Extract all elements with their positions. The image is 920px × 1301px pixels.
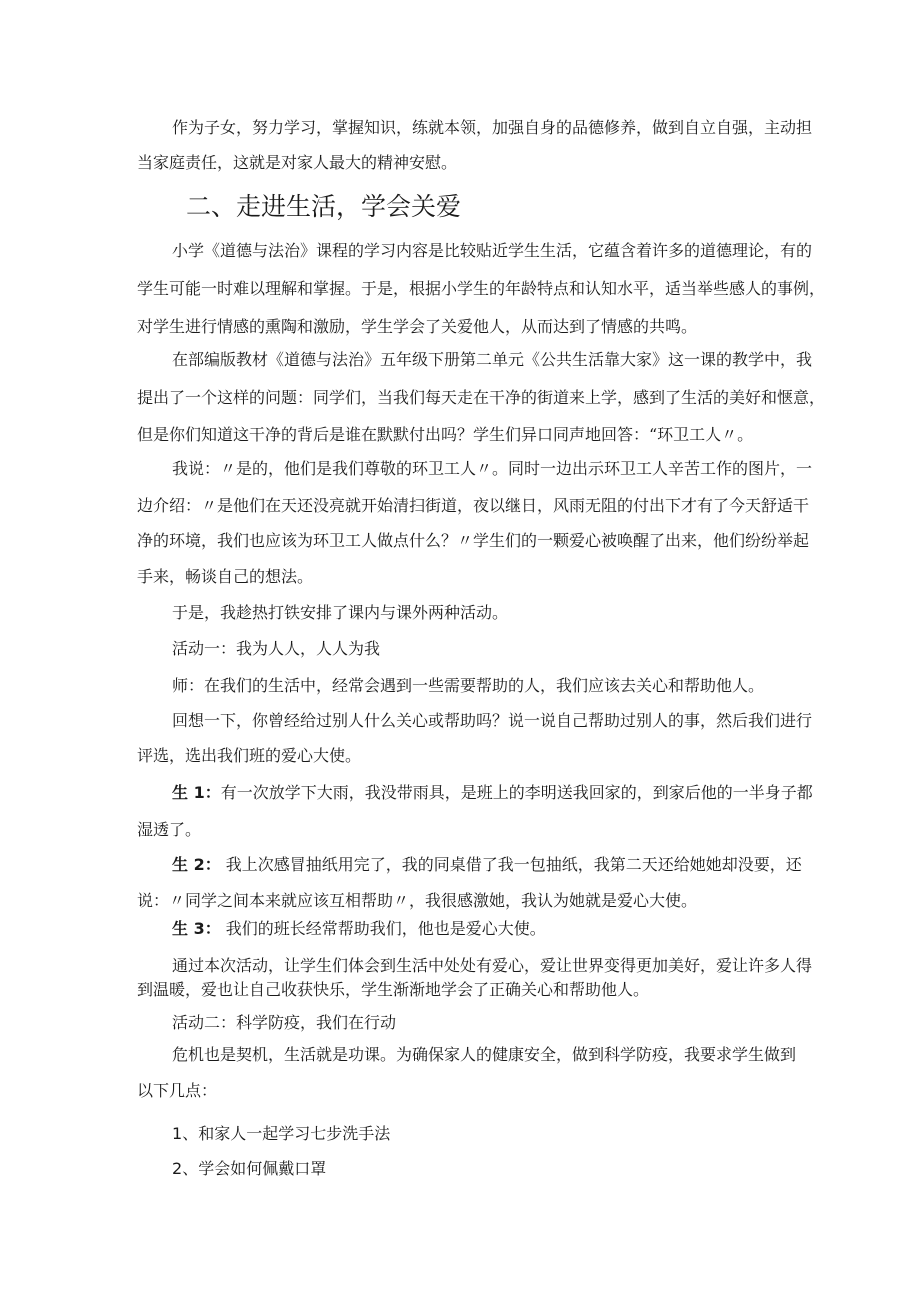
p2-line-2: 提出了一个这样的问题：同学们，当我们每天走在干净的街道来上学，感到了生活的美好和惬意， bbox=[137, 388, 826, 407]
student-3-line-1 bbox=[172, 919, 546, 939]
section-heading: 二、走进生活，学会关爱 bbox=[186, 192, 462, 221]
p1-line-1: 小学《道德与法治》课程的学习内容是比较贴近学生生活，它蕴含着许多的道德理论，有的 bbox=[172, 241, 813, 260]
list-item-1 bbox=[172, 1124, 390, 1144]
student-2-line-2: 说：〃同学之间本来就应该互相帮助〃，我很感激她，我认为她就是爱心大使。 bbox=[137, 891, 698, 910]
p6-line: 师：在我们的生活中，经常会遇到一些需要帮助的人，我们应该去关心和帮助他人。 bbox=[172, 676, 765, 695]
activity-two-title: 活动二：科学防疫，我们在行动 bbox=[172, 1013, 397, 1032]
p10-line-2: 以下几点： bbox=[137, 1081, 218, 1100]
intro-line-2: 当家庭责任，这就是对家人最大的精神安慰。 bbox=[137, 153, 458, 172]
student-1-line-2: 湿透了。 bbox=[137, 820, 202, 839]
p3-line-1: 我说：〃是的，他们是我们尊敬的环卫工人〃。同时一边出示环卫工人辛苦工作的图片，一 bbox=[172, 459, 813, 478]
p8-line-1: 通过本次活动，让学生们体会到生活中处处有爱心，爱让世界变得更加美好，爱让许多人得 bbox=[172, 956, 813, 975]
intro-line-1: 作为子女，努力学习，掌握知识，练就本领，加强自身的品德修养，做到自立自强，主动担 bbox=[172, 118, 813, 137]
p7-line-1: 回想一下，你曾经给过别人什么关心或帮助吗？说一说自己帮助过别人的事，然后我们进行 bbox=[172, 711, 813, 730]
student-1-text: 有一次放学下大雨，我没带雨具，是班上的李明送我回家的，到家后他的一半身子都 bbox=[220, 783, 813, 802]
student-3-label: 生 3： bbox=[172, 919, 221, 938]
p3-line-2: 边介绍：〃是他们在天还没亮就开始清扫街道，夜以继日，风雨无阻的付出下才有了今天舒适干 bbox=[137, 496, 810, 515]
list-item-2-number: 2 bbox=[172, 1159, 183, 1178]
list-item-1-text: 、和家人一起学习七步洗手法 bbox=[182, 1124, 391, 1143]
p7-line-2: 评选，选出我们班的爱心大使。 bbox=[137, 746, 362, 765]
p1-line-2: 学生可能一时难以理解和掌握。于是，根据小学生的年龄特点和认知水平，适当举些感人的事例， bbox=[137, 279, 826, 298]
student-2-label: 生 2： bbox=[172, 855, 221, 874]
student-1-line-1 bbox=[172, 783, 813, 803]
list-item-1-number: 1 bbox=[172, 1124, 183, 1143]
p2-line-1: 在部编版教材《道德与法治》五年级下册第二单元《公共生活靠大家》这一课的教学中，我 bbox=[172, 350, 813, 369]
activity-one-title: 活动一：我为人人，人人为我 bbox=[172, 639, 381, 658]
student-1-label: 生 1： bbox=[172, 783, 221, 802]
p8-line-2: 到温暖，爱也让自己收获快乐，学生渐渐地学会了正确关心和帮助他人。 bbox=[137, 980, 650, 999]
list-item-2-text: 、学会如何佩戴口罩 bbox=[182, 1159, 327, 1178]
student-3-text: 我们的班长经常帮助我们，他也是爱心大使。 bbox=[220, 919, 546, 938]
student-2-line-1 bbox=[172, 855, 802, 875]
student-2-text: 我上次感冒抽纸用完了，我的同桌借了我一包抽纸，我第二天还给她她却没要，还 bbox=[220, 855, 802, 874]
p1-line-3: 对学生进行情感的熏陶和激励，学生学会了关爱他人，从而达到了情感的共鸣。 bbox=[137, 317, 698, 336]
p10-line-1: 危机也是契机，生活就是功课。为确保家人的健康安全，做到科学防疫，我要求学生做到 bbox=[172, 1045, 797, 1064]
list-item-2 bbox=[172, 1159, 326, 1179]
p3-line-4: 手来，畅谈自己的想法。 bbox=[137, 567, 314, 586]
p3-line-3: 净的环境，我们也应该为环卫工人做点什么？〃学生们的一颗爱心被唤醒了出来，他们纷纷举起 bbox=[137, 531, 810, 550]
p2-line-3: 但是你们知道这干净的背后是谁在默默付出吗？学生们异口同声地回答：“环卫工人〃。 bbox=[137, 425, 754, 444]
p4-line: 于是，我趁热打铁安排了课内与课外两种活动。 bbox=[172, 603, 509, 622]
